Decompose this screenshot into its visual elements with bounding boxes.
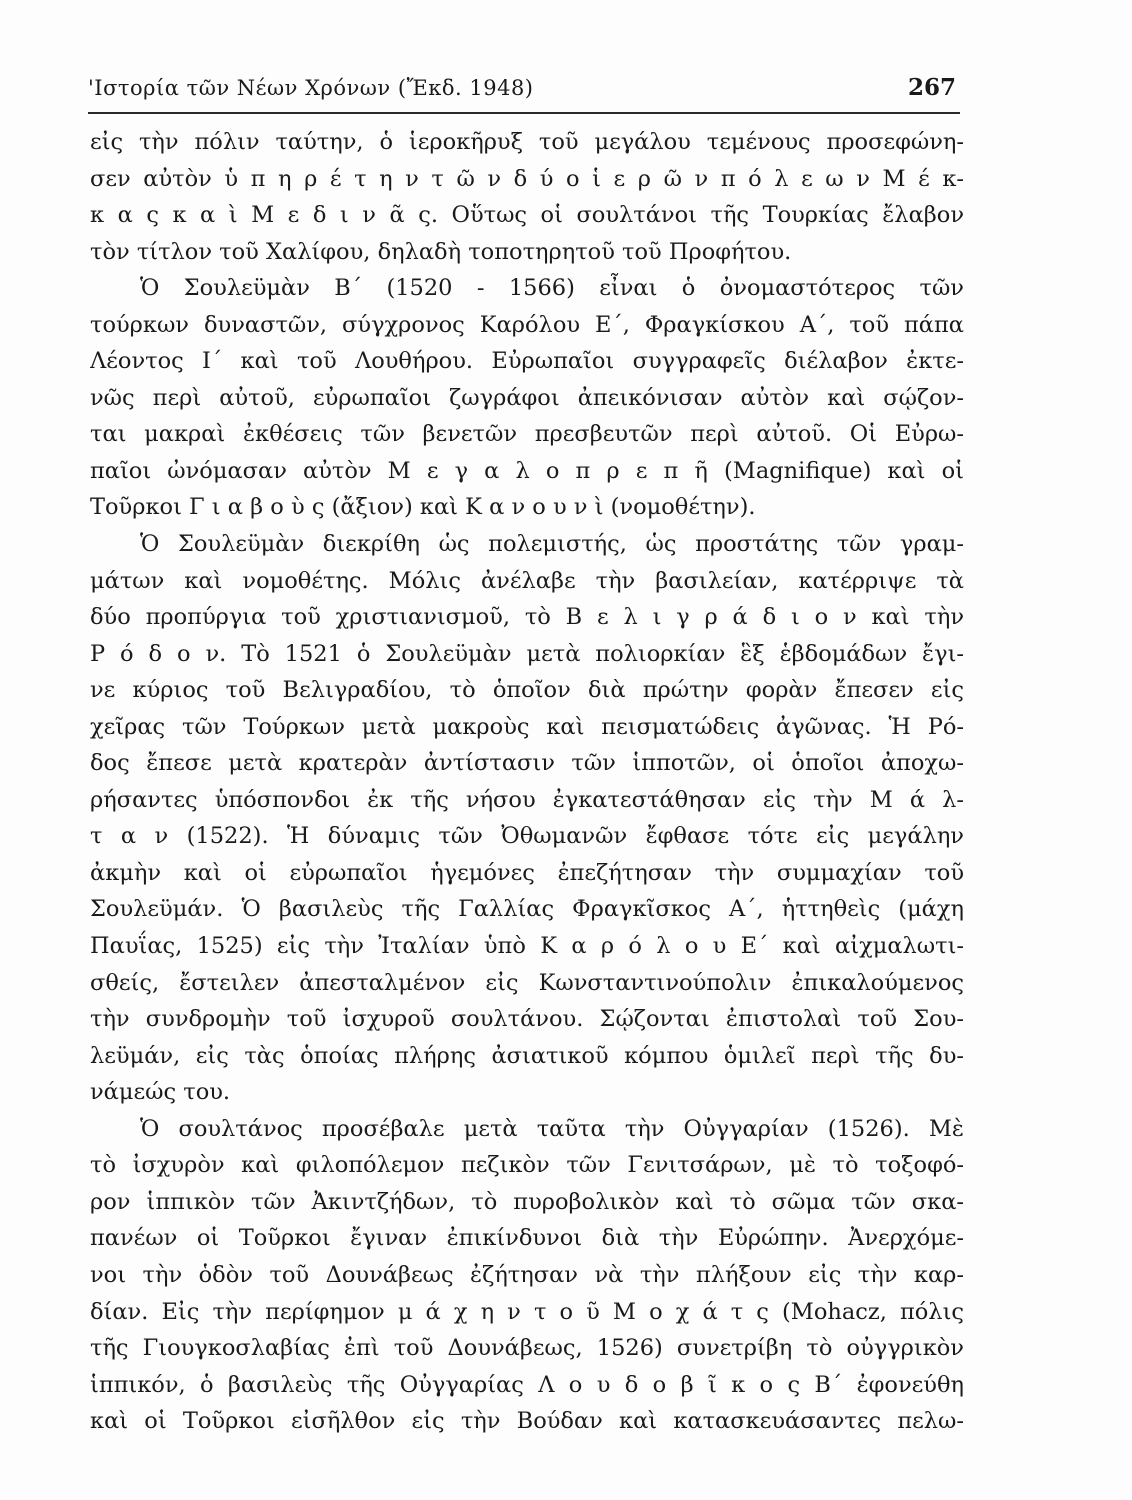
text-line: χεῖρας τῶν Τούρκων μετὰ μακροὺς καὶ πεισματώδεις ἀγῶνας. Ἡ Ρό- — [90, 713, 964, 740]
text-line: νάμεώς του. — [90, 1079, 231, 1106]
text-line: σεν αὐτὸν ὑ π η ρ έ τ η ν τ ῶ ν δ ύ ο ἱ ε ρ ῶ ν π ό λ ε ω ν Μ έ κ- — [90, 165, 964, 192]
text-line: καὶ οἱ Τοῦρκοι εἰσῆλθον εἰς τὴν Βούδαν καὶ κατασκευάσαντες πελω- — [90, 1408, 964, 1435]
text-line: τούρκων δυναστῶν, σύγχρονος Καρόλου Ε΄, Φραγκίσκου Α΄, τοῦ πάπα — [90, 311, 964, 338]
text-line: μάτων καὶ νομοθέτης. Μόλις ἀνέλαβε τὴν βασιλείαν, κατέρριψε τὰ — [90, 567, 964, 594]
text-line: ἱππικόν, ὁ βασιλεὺς τῆς Οὐγγαρίας Λ ο υ δ ο β ῖ κ ο ς Β΄ ἐφονεύθη — [90, 1371, 964, 1398]
text-line: ται μακραὶ ἐκθέσεις τῶν βενετῶν πρεσβευτῶν περὶ αὐτοῦ. Οἱ Εὐρω- — [90, 421, 964, 448]
text-line: τὸν τίτλον τοῦ Χαλίφου, δηλαδὴ τοποτηρητοῦ τοῦ Προφήτου. — [90, 238, 792, 265]
text-line: εἰς τὴν πόλιν ταύτην, ὁ ἱεροκῆρυξ τοῦ μεγάλου τεμένους προσεφώνη- — [90, 129, 964, 155]
text-line: ρήσαντες ὑπόσπονδοι ἐκ τῆς νήσου ἐγκατεστάθησαν εἰς τὴν Μ ά λ- — [90, 786, 964, 813]
text-line: Παυΐας, 1525) εἰς τὴν Ἰταλίαν ὑπὸ Κ α ρ ό λ ο υ Ε΄ καὶ αἰχμαλωτι- — [90, 933, 964, 960]
page-number: 267 — [907, 74, 956, 101]
text-line: πανέων οἱ Τοῦρκοι ἔγιναν ἐπικίνδυνοι διὰ τὴν Εὐρώπην. Ἀνερχόμε- — [90, 1225, 964, 1252]
text-line: δίαν. Εἰς τὴν περίφημον μ ά χ η ν τ ο ῦ Μ ο χ ά τ ς (Mohacz, πόλις — [90, 1298, 964, 1325]
text-line: κ α ς κ α ὶ Μ ε δ ι ν ᾶ ς. Οὕτως οἱ σουλτάνοι τῆς Τουρκίας ἔλαβον — [90, 202, 964, 229]
text-line: λεϋμάν, εἰς τὰς ὁποίας πλήρης ἀσιατικοῦ κόμπου ὁμιλεῖ περὶ τῆς δυ- — [90, 1042, 964, 1069]
text-line: ἀκμὴν καὶ οἱ εὐρωπαῖοι ἡγεμόνες ἐπεζήτησαν τὴν συμμαχίαν τοῦ — [90, 859, 964, 886]
text-line: νῶς περὶ αὐτοῦ, εὐρωπαῖοι ζωγράφοι ἀπεικόνισαν αὐτὸν καὶ σῴζον- — [90, 384, 964, 411]
text-line: τὴν συνδρομὴν τοῦ ἰσχυροῦ σουλτάνου. Σῴζονται ἐπιστολαὶ τοῦ Σου- — [90, 1006, 964, 1033]
running-title: 'Ιστορία τῶν Νέων Χρόνων (Ἔκδ. 1948) — [88, 76, 534, 100]
page-header — [88, 72, 960, 114]
text-line: Ὁ σουλτάνος προσέβαλε μετὰ ταῦτα τὴν Οὐγγαρίαν (1526). Μὲ — [140, 1115, 964, 1142]
text-line: τὸ ἰσχυρὸν καὶ φιλοπόλεμον πεζικὸν τῶν Γενιτσάρων, μὲ τὸ τοξοφό- — [90, 1152, 964, 1179]
text-line: Λέοντος Ι΄ καὶ τοῦ Λουθήρου. Εὐρωπαῖοι συγγραφεῖς διέλαβον ἐκτε- — [90, 348, 964, 375]
text-line: σθείς, ἔστειλεν ἀπεσταλμένον εἰς Κωνσταντινούπολιν ἐπικαλούμενος — [90, 969, 964, 996]
text-line: παῖοι ὠνόμασαν αὐτὸν Μ ε γ α λ ο π ρ ε π ῆ (Magnifique) καὶ οἱ — [90, 457, 964, 484]
text-line: νε κύριος τοῦ Βελιγραδίου, τὸ ὁποῖον διὰ πρώτην φορὰν ἔπεσεν εἰς — [90, 677, 964, 704]
text-line: τ α ν (1522). Ἡ δύναμις τῶν Ὀθωμανῶν ἔφθασε τότε εἰς μεγάλην — [90, 823, 964, 850]
text-line: δύο προπύργια τοῦ χριστιανισμοῦ, τὸ Β ε λ ι γ ρ ά δ ι ο ν καὶ τὴν — [90, 604, 964, 631]
text-line: Ὁ Σουλεϋμὰν διεκρίθη ὡς πολεμιστής, ὡς προστάτης τῶν γραμ- — [140, 531, 964, 558]
text-line: νοι τὴν ὁδὸν τοῦ Δουνάβεως ἐζήτησαν νὰ τὴν πλήξουν εἰς τὴν καρ- — [90, 1261, 964, 1288]
text-line: δος ἔπεσε μετὰ κρατερὰν ἀντίστασιν τῶν ἱπποτῶν, οἱ ὁποῖοι ἀποχω- — [90, 750, 964, 777]
text-line: τῆς Γιουγκοσλαβίας ἐπὶ τοῦ Δουνάβεως, 1526) συνετρίβη τὸ οὐγγρικὸν — [90, 1335, 964, 1362]
text-line: Σουλεϋμάν. Ὁ βασιλεὺς τῆς Γαλλίας Φραγκῖσκος Α΄, ἡττηθεὶς (μάχη — [90, 896, 964, 923]
text-line: Τοῦρκοι Γ ι α β ο ὺ ς (ἄξιον) καὶ Κ α ν ο υ ν ὶ (νομοθέτην). — [90, 494, 756, 521]
text-line: Ὁ Σουλεϋμὰν Β΄ (1520 - 1566) εἶναι ὁ ὀνομαστότερος τῶν — [140, 275, 964, 302]
text-line: Ρ ό δ ο ν. Τὸ 1521 ὁ Σουλεϋμὰν μετὰ πολιορκίαν ἓξ ἑβδομάδων ἔγι- — [90, 640, 964, 667]
text-line: ρον ἱππικὸν τῶν Ἀκιντζήδων, τὸ πυροβολικὸν καὶ τὸ σῶμα τῶν σκα- — [90, 1188, 964, 1215]
body-text — [90, 124, 964, 1440]
